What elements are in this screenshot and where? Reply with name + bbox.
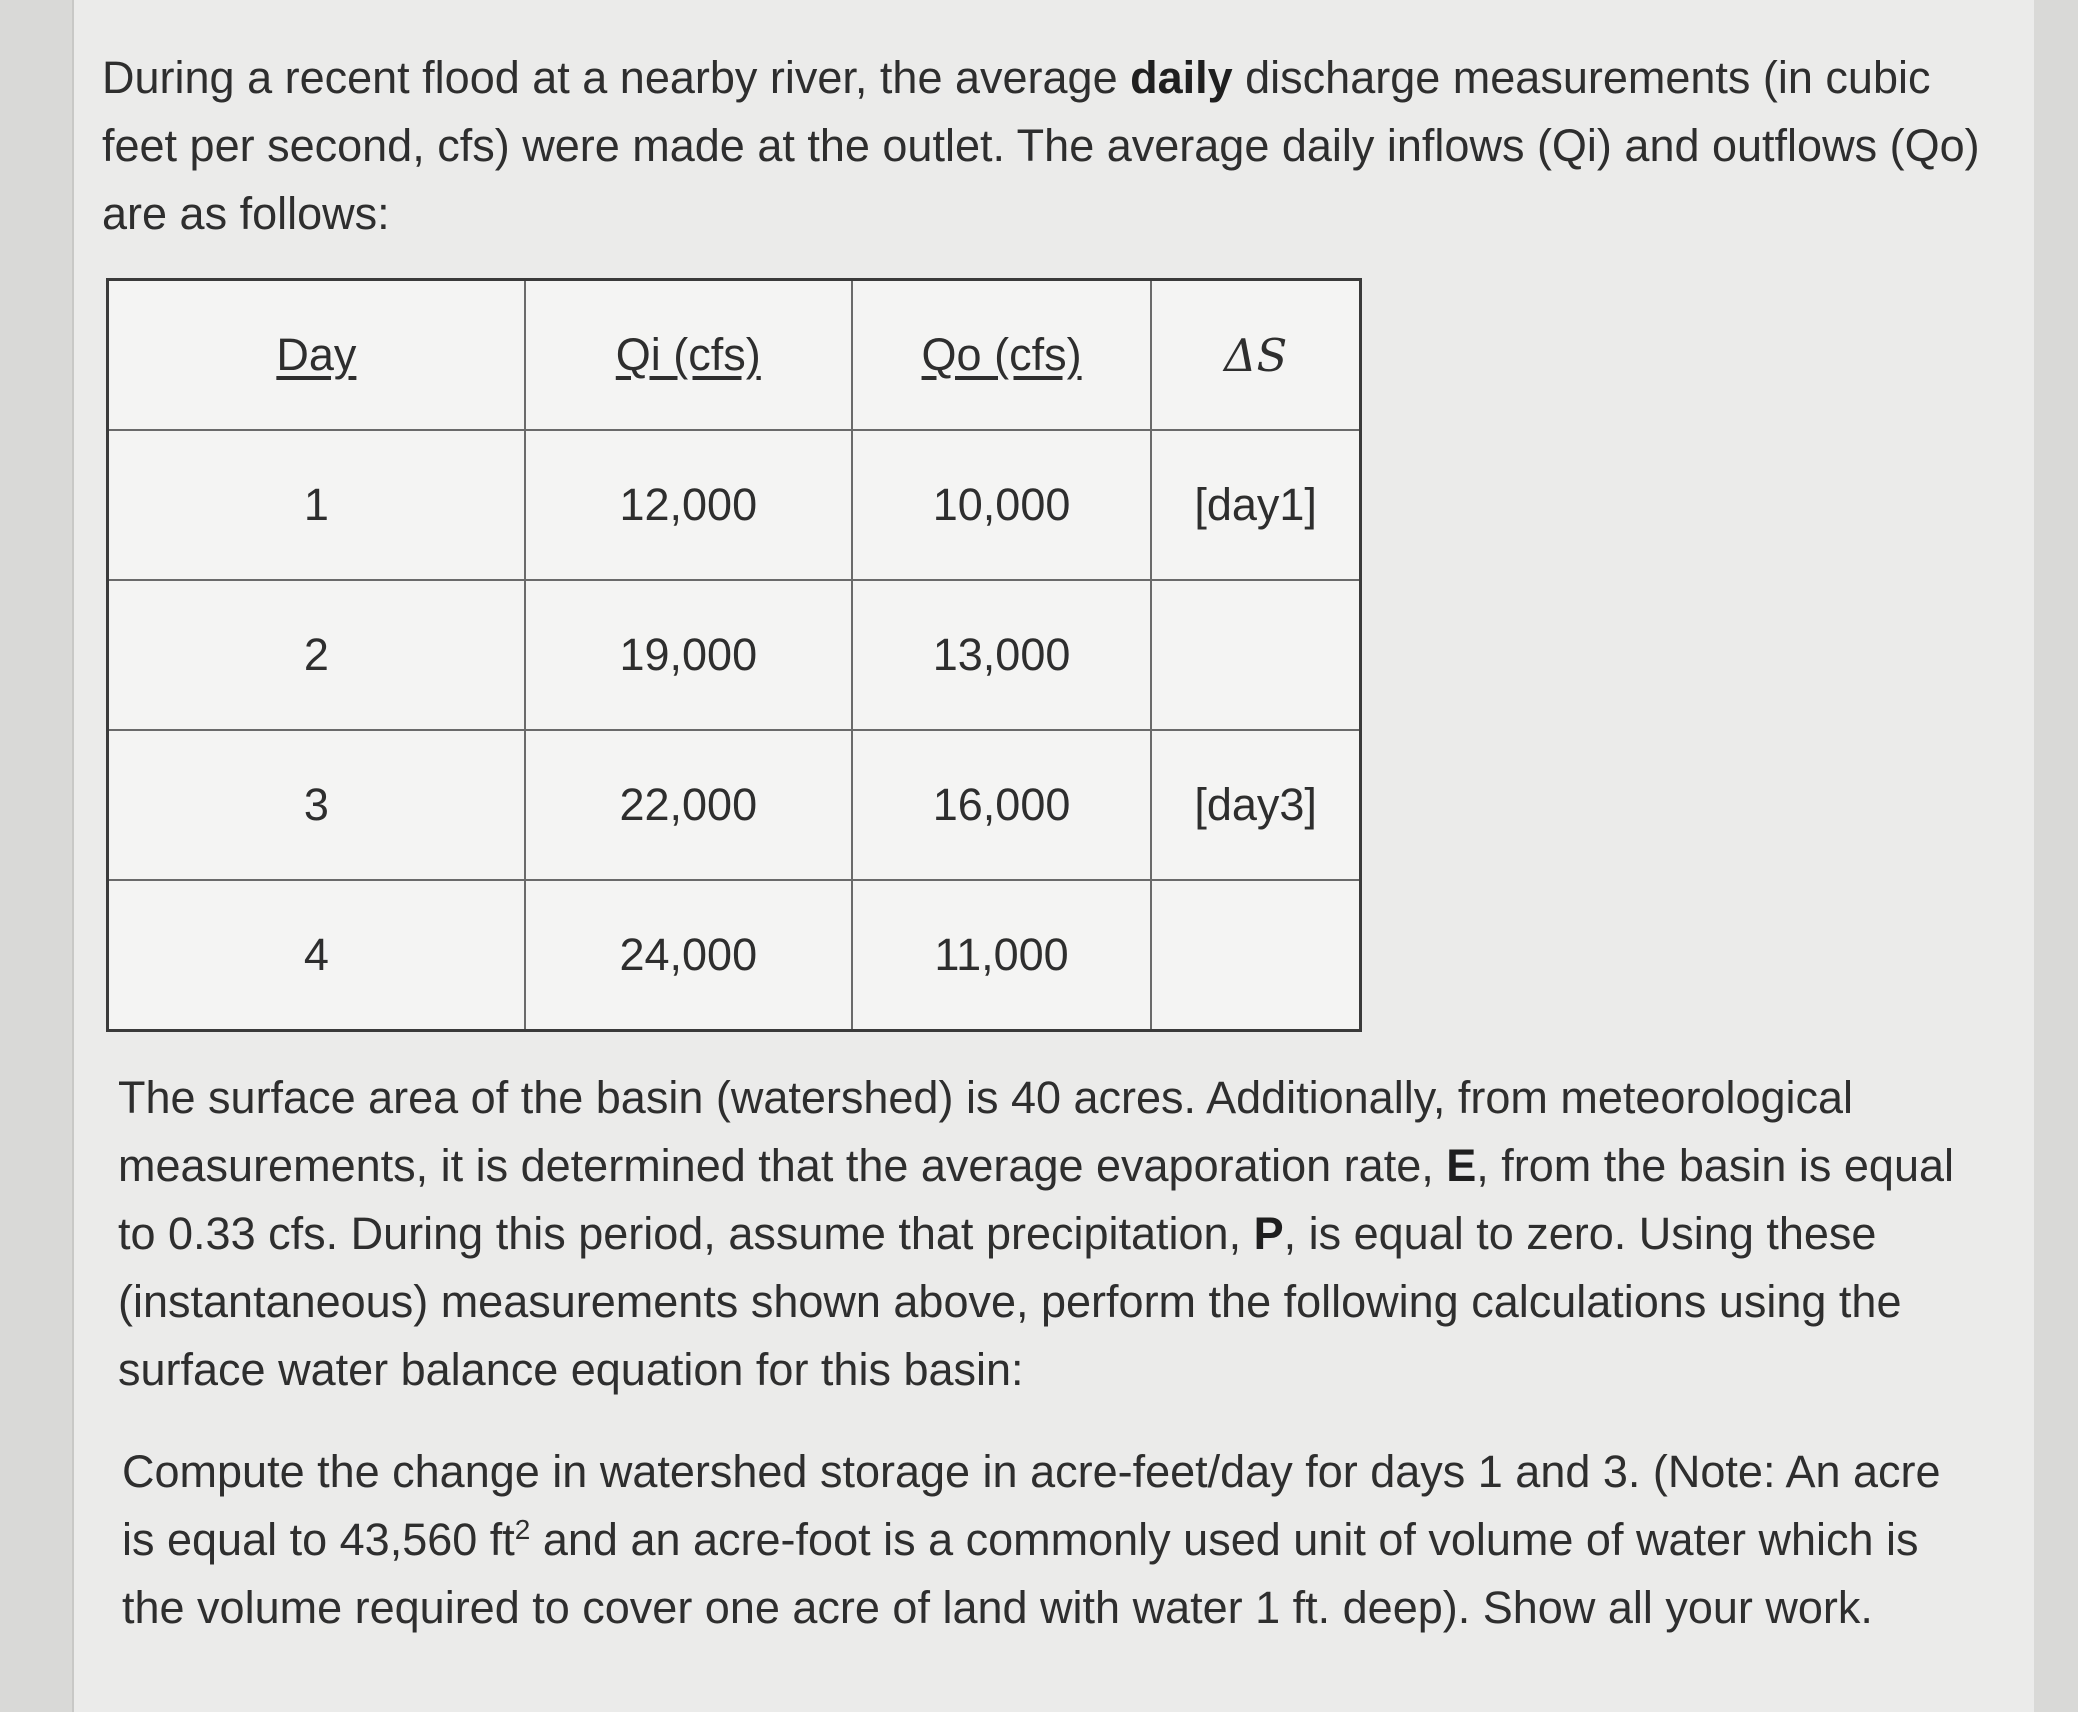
document-page — [72, 0, 2034, 1712]
cell-qo: 16,000 — [852, 730, 1151, 880]
table-row — [108, 580, 1361, 730]
compute-text-2: and an acre-foot is a commonly used unit of volume of water which is the volume required to cover one acre of land with water 1 ft. deep). Show all your work. — [122, 1514, 1919, 1633]
intro-text-end: discharge measurements (in cubic feet per second, cfs) were made at the outlet. The average daily inflows (Qi) and outflows (Qo) are as follows: — [102, 52, 1980, 239]
cell-qi: 12,000 — [525, 430, 852, 580]
cell-qi: 24,000 — [525, 880, 852, 1031]
superscript-2: 2 — [514, 1514, 531, 1545]
cell-qo: 11,000 — [852, 880, 1151, 1031]
cell-delta-s: [day3] — [1151, 730, 1360, 880]
cell-qo: 13,000 — [852, 580, 1151, 730]
header-qi: Qi (cfs) — [525, 280, 852, 431]
cell-delta-s: [day1] — [1151, 430, 1360, 580]
table-row — [108, 730, 1361, 880]
cell-delta-s — [1151, 580, 1360, 730]
cell-day: 2 — [108, 580, 525, 730]
cell-qi: 22,000 — [525, 730, 852, 880]
surface-text-1: The surface area of the basin (watershed) is 40 acres. Additionally, from meteorological measurements, it is determined that the average evaporation rate, — [118, 1072, 1854, 1191]
cell-day: 4 — [108, 880, 525, 1031]
compute-text-1: Compute the change in watershed storage in acre-feet/day for days 1 and 3. (Note: An acre is equal to 43,560 ft — [122, 1446, 1941, 1565]
cell-delta-s — [1151, 880, 1360, 1031]
cell-qo: 10,000 — [852, 430, 1151, 580]
bold-p: P — [1253, 1208, 1284, 1259]
table-row — [108, 880, 1361, 1031]
header-qo: Qo (cfs) — [852, 280, 1151, 431]
table-row — [108, 430, 1361, 580]
table-header-row — [108, 280, 1361, 431]
cell-qi: 19,000 — [525, 580, 852, 730]
header-delta-s: ΔS — [1151, 280, 1360, 431]
surface-text-3: , is equal to zero. Using these (instantaneous) measurements shown above, perform the following calculations using the surface water balance equation for this basin: — [118, 1208, 1902, 1395]
cell-day: 3 — [108, 730, 525, 880]
intro-bold-daily: daily — [1130, 52, 1233, 103]
header-day: Day — [108, 280, 525, 431]
intro-paragraph — [102, 44, 1982, 248]
bold-e: E — [1446, 1140, 1477, 1191]
surface-text-2: , from the basin is equal to 0.33 cfs. During this period, assume that precipitation, — [118, 1140, 1955, 1259]
discharge-table — [106, 278, 1362, 1032]
compute-paragraph — [122, 1438, 1982, 1642]
intro-text-start: During a recent flood at a nearby river, the average — [102, 52, 1131, 103]
cell-day: 1 — [108, 430, 525, 580]
surface-area-paragraph — [118, 1064, 1998, 1404]
